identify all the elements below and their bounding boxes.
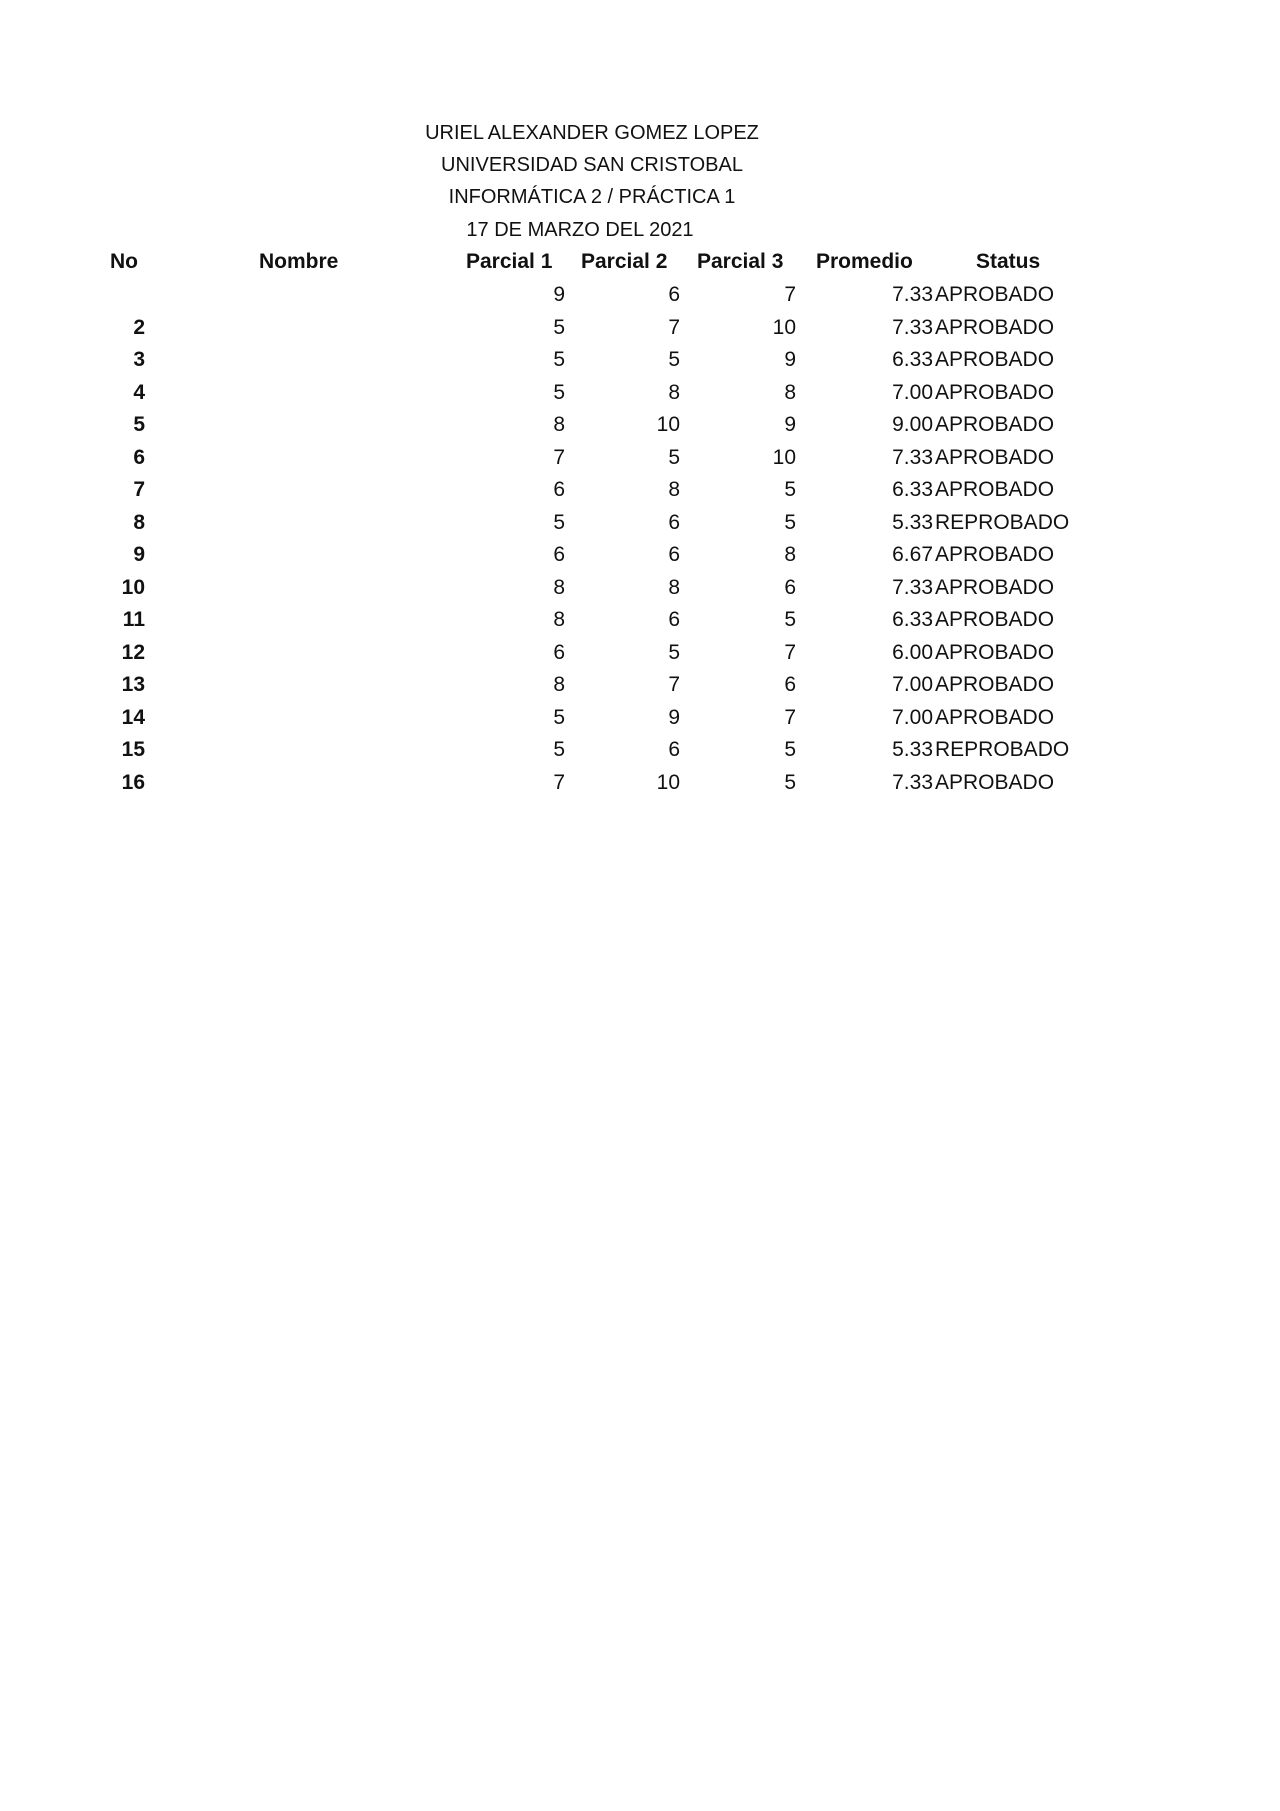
row-promedio: 6.00 [892,640,933,664]
row-parcial2: 9 [668,705,680,729]
row-number: 5 [133,413,145,436]
row-promedio: 7.00 [892,673,933,696]
row-parcial1: 5 [553,705,565,729]
row-parcial1: 5 [553,510,565,534]
row-number: 7 [133,478,145,501]
row-promedio: 6.33 [892,478,933,501]
row-promedio: 7.00 [892,380,933,404]
row-parcial3: 5 [784,478,796,501]
row-status: APROBADO [935,575,1055,599]
column-header-parcial1: Parcial 1 [466,250,553,273]
row-status: APROBADO [935,413,1055,436]
row-parcial1: 5 [553,348,565,371]
row-parcial3: 5 [784,608,796,631]
row-promedio: 5.33 [892,510,933,534]
table-row [0,669,1280,701]
row-status: APROBADO [935,543,1055,566]
table-row [0,734,1280,766]
table-row [0,377,1280,409]
row-status: APROBADO [935,445,1055,469]
row-number: 3 [133,348,145,371]
row-parcial1: 6 [553,640,565,664]
row-parcial2: 7 [668,315,680,339]
row-promedio: 6.33 [892,348,933,371]
row-number: 14 [121,705,145,729]
row-number: 15 [121,738,145,761]
row-status: APROBADO [935,770,1055,794]
row-parcial1: 7 [553,445,565,469]
table-row [0,507,1280,539]
row-promedio: 6.33 [892,608,933,631]
row-number: 6 [133,445,145,469]
row-promedio: 7.33 [892,770,933,794]
row-number: 13 [121,673,145,696]
row-parcial3: 5 [784,770,796,794]
row-number: 9 [133,543,145,566]
row-parcial2: 6 [668,510,680,534]
row-number: 16 [121,770,145,794]
row-parcial1: 8 [553,673,565,696]
table-row [0,767,1280,799]
row-parcial2: 8 [668,478,680,501]
row-parcial2: 5 [668,445,680,469]
row-number: 10 [121,575,145,599]
row-promedio: 7.33 [892,283,933,306]
row-number: 4 [133,380,145,404]
row-parcial3: 6 [784,575,796,599]
row-number: 8 [133,510,145,534]
row-parcial1: 5 [553,380,565,404]
row-parcial1: 6 [553,478,565,501]
course-practice: INFORMÁTICA 2 / PRÁCTICA 1 [448,186,736,208]
row-parcial2: 10 [656,413,680,436]
row-parcial3: 5 [784,510,796,534]
row-parcial3: 5 [784,738,796,761]
table-row [0,702,1280,734]
row-parcial2: 5 [668,348,680,371]
row-parcial3: 7 [784,283,796,306]
row-parcial1: 9 [553,283,565,306]
row-status: APROBADO [935,478,1055,501]
document-date: 17 DE MARZO DEL 2021 [466,219,694,241]
row-status: APROBADO [935,315,1055,339]
student-name: URIEL ALEXANDER GOMEZ LOPEZ [425,122,759,144]
row-promedio: 7.33 [892,575,933,599]
column-header-parcial3: Parcial 3 [697,250,784,273]
university-name: UNIVERSIDAD SAN CRISTOBAL [441,154,743,176]
table-row [0,637,1280,669]
row-status: APROBADO [935,705,1055,729]
row-status: APROBADO [935,380,1055,404]
row-parcial3: 8 [784,380,796,404]
row-parcial3: 8 [784,543,796,566]
row-parcial2: 7 [668,673,680,696]
row-promedio: 6.67 [892,543,933,566]
table-row [0,442,1280,474]
row-parcial2: 8 [668,575,680,599]
row-parcial3: 10 [772,445,796,469]
row-promedio: 9.00 [892,413,933,436]
row-parcial1: 8 [553,413,565,436]
row-parcial2: 6 [668,608,680,631]
row-parcial2: 6 [668,283,680,306]
row-parcial2: 10 [656,770,680,794]
row-parcial2: 6 [668,738,680,761]
column-header-no: No [110,250,138,273]
row-parcial2: 5 [668,640,680,664]
row-promedio: 5.33 [892,738,933,761]
row-parcial1: 7 [553,770,565,794]
row-parcial1: 8 [553,608,565,631]
row-parcial2: 8 [668,380,680,404]
table-row [0,279,1280,311]
row-status: APROBADO [935,608,1055,631]
row-parcial1: 5 [553,738,565,761]
column-header-promedio: Promedio [816,250,913,273]
row-status: REPROBADO [935,738,1070,761]
row-number: 11 [122,608,145,631]
row-parcial2: 6 [668,543,680,566]
table-row [0,409,1280,441]
row-status: APROBADO [935,283,1055,306]
column-header-parcial2: Parcial 2 [581,250,668,273]
column-header-nombre: Nombre [259,250,339,273]
table-row [0,344,1280,376]
column-header-status: Status [976,250,1041,273]
row-status: APROBADO [935,673,1055,696]
row-status: REPROBADO [935,510,1070,534]
table-row [0,539,1280,571]
row-promedio: 7.33 [892,445,933,469]
row-parcial1: 8 [553,575,565,599]
row-parcial1: 6 [553,543,565,566]
row-parcial1: 5 [553,315,565,339]
row-parcial3: 10 [772,315,796,339]
table-row [0,474,1280,506]
row-parcial3: 9 [784,413,796,436]
row-parcial3: 9 [784,348,796,371]
row-parcial3: 7 [784,705,796,729]
table-row [0,604,1280,636]
table-row [0,312,1280,344]
row-status: APROBADO [935,348,1055,371]
row-parcial3: 7 [784,640,796,664]
row-promedio: 7.00 [892,705,933,729]
row-number: 12 [121,640,145,664]
row-status: APROBADO [935,640,1055,664]
row-parcial3: 6 [784,673,796,696]
table-row [0,572,1280,604]
row-number: 2 [133,315,145,339]
row-promedio: 7.33 [892,315,933,339]
